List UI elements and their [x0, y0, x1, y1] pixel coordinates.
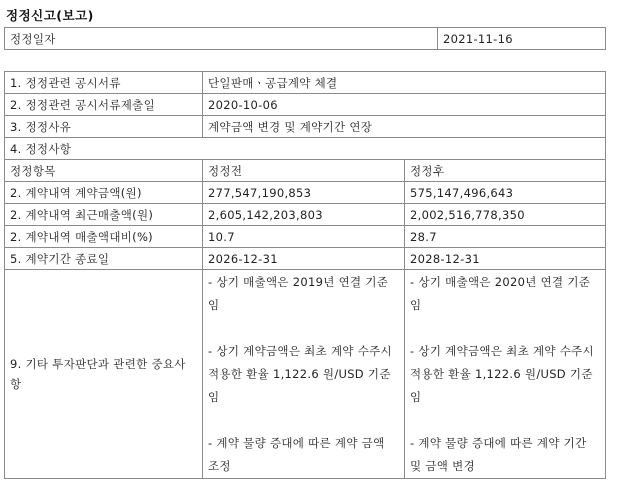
row-label: 1. 정정관련 공시서류	[5, 72, 203, 94]
note-paragraph: - 상기 계약금액은 최초 계약 수주시 적용한 환율 1,122.6 원/USD 기준임	[208, 344, 392, 404]
table-row	[5, 226, 606, 248]
change-item: 5. 계약기간 종료일	[5, 248, 203, 270]
correction-date-label: 정정일자	[5, 28, 438, 50]
correction-date-row	[5, 28, 606, 50]
change-before: 10.7	[203, 226, 405, 248]
change-before: 2,605,142,203,803	[203, 204, 405, 226]
correction-date-value: 2021-11-16	[438, 28, 606, 50]
column-header-row	[5, 160, 606, 182]
change-before: 277,547,190,853	[203, 182, 405, 204]
table-row	[5, 182, 606, 204]
other-matters-after	[405, 270, 606, 479]
column-header-after: 정정후	[405, 160, 606, 182]
column-header-item: 정정항목	[5, 160, 203, 182]
section-header-row	[5, 138, 606, 160]
change-item: 2. 계약내역 매출액대비(%)	[5, 226, 203, 248]
note-paragraph: - 계약 물량 증대에 따른 계약 기간 및 금액 변경	[410, 436, 587, 473]
table-row	[5, 248, 606, 270]
change-after: 2028-12-31	[405, 248, 606, 270]
note-paragraph: - 상기 계약금액은 최초 계약 수주시 적용한 환율 1,122.6 원/USD 기준임	[410, 344, 594, 404]
change-before: 2026-12-31	[203, 248, 405, 270]
row-label: 3. 정정사유	[5, 116, 203, 138]
other-matters-before	[203, 270, 405, 479]
row-value: 2020-10-06	[203, 94, 606, 116]
change-after: 2,002,516,778,350	[405, 204, 606, 226]
table-row	[5, 72, 606, 94]
column-header-before: 정정전	[203, 160, 405, 182]
change-item: 2. 계약내역 최근매출액(원)	[5, 204, 203, 226]
correction-date-table	[4, 27, 606, 50]
table-row	[5, 94, 606, 116]
table-row	[5, 270, 606, 479]
note-paragraph: - 계약 물량 증대에 따른 계약 금액 조정	[208, 436, 385, 473]
correction-details-table	[4, 71, 606, 479]
note-paragraph: - 상기 매출액은 2019년 연결 기준임	[208, 275, 389, 312]
section-title: 4. 정정사항	[5, 138, 606, 160]
other-matters-label: 9. 기타 투자판단과 관련한 중요사항	[5, 270, 203, 479]
page-title: 정정신고(보고)	[6, 8, 94, 23]
table-row	[5, 204, 606, 226]
change-item: 2. 계약내역 계약금액(원)	[5, 182, 203, 204]
change-after: 575,147,496,643	[405, 182, 606, 204]
change-after: 28.7	[405, 226, 606, 248]
table-row	[5, 116, 606, 138]
note-paragraph: - 상기 매출액은 2020년 연결 기준임	[410, 275, 591, 312]
row-value: 계약금액 변경 및 계약기간 연장	[203, 116, 606, 138]
row-value: 단일판매ㆍ공급계약 체결	[203, 72, 606, 94]
row-label: 2. 정정관련 공시서류제출일	[5, 94, 203, 116]
